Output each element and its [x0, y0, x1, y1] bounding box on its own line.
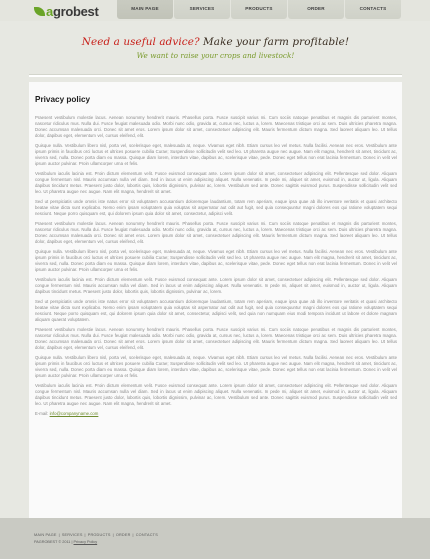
slogan-question: Need a useful advice? [81, 36, 200, 48]
footer-link-main-page[interactable]: MAIN PAGE [34, 533, 57, 537]
logo[interactable] [34, 3, 99, 19]
footer-brand: PAGROBEST [34, 540, 58, 544]
slogan [29, 36, 402, 60]
paragraph: Vestibulum iaculis lacinia est. Proin dictum elementum velit. Fusce euismod consequat ante. Lorem ipsum dolor sit amet, consectetuer adipiscing elit. Pellentesque sed dolor. Aliquam congue fermentum nisl. Mauris accumsan nulla vel diam. Sed in lacus ut enim adipiscing aliquet. Nulla venenatis. In pede mi, aliquet sit amet, euismod in, auctor ut, ligula. Aliquam dapibus tincidunt metus. Praesent justo dolor, lobortis quis, lobortis dignissim, pulvinar ac, lorem. Vestibulum sed ante. Donec sagittis euismod purus. Suspendisse sollicitudin velit sed leo. Ut pharetra augue nec augue. Nam elit magna, hendrerit sit amet. [35, 171, 397, 194]
footer-separator: | [112, 533, 114, 537]
paragraph: Sed ut perspiciatis unde omnis iste natus error sit voluptatem accusantium doloremque laudantium, totam rem aperiam, eaque ipsa quae ab illo inventore veritatis et quasi architecto beatae vitae dicta sunt explicabo. Nemo enim ipsam voluptatem quia voluptas sit aspernatur aut odit aut fugit, sed quia consequuntur magni dolores eos qui ratione voluptatem sequi nesciunt. Neque porro quisquam est, qui dolorem ipsum quia dolor sit amet, consectetur, adipisci velit. [35, 199, 397, 216]
footer-link-services[interactable]: SERVICES [61, 533, 83, 537]
email-link[interactable]: info@companyname.com [49, 411, 99, 417]
footer-separator: | [71, 540, 73, 544]
email-line [35, 411, 397, 416]
footer-inner [34, 533, 158, 544]
copyright-symbol: © [58, 540, 62, 544]
nav-item-services[interactable]: SERVICES [174, 0, 230, 19]
slogan-claim: Make your farm profitable! [203, 36, 350, 48]
header [0, 0, 430, 21]
email-label: E-mail: [35, 411, 50, 417]
paragraph: Praesent vestibulum molestie lacus. Aenean nonummy hendrerit mauris. Phasellus porta. Fusce suscipit varius mi. Cum sociis natoque penatibus et magnis dis parturient montes, nascetur ridiculus mus. Nulla dui. Fusce feugiat malesuada odio. Morbi nunc odio, gravida at, cursus nec, luctus a, lorem. Maecenas tristique orci ac sem. Duis ultricies pharetra magna. Donec accumsan malesuada orci. Donec sit amet eros. Lorem ipsum dolor sit amet, consectetuer adipiscing elit. Mauris fermentum dictum magna. Sed laoreet aliquam leo. Ut tellus dolor, dapibus eget, elementum vel, cursus eleifend, elit. [35, 221, 397, 244]
policy-text [35, 115, 397, 416]
nav-item-main-page[interactable]: MAIN PAGE [117, 0, 173, 19]
logo-text-accent: a [46, 3, 53, 19]
paragraph: Praesent vestibulum molestie lacus. Aenean nonummy hendrerit mauris. Phasellus porta. Fusce suscipit varius mi. Cum sociis natoque penatibus et magnis dis parturient montes, nascetur ridiculus mus. Nulla dui. Fusce feugiat malesuada odio. Morbi nunc odio, gravida at, cursus nec, luctus a, lorem. Maecenas tristique orci ac sem. Duis ultricies pharetra magna. Donec accumsan malesuada orci. Donec sit amet eros. Lorem ipsum dolor sit amet, consectetuer adipiscing elit. Mauris fermentum dictum magna. Sed laoreet aliquam leo. Ut tellus dolor, dapibus eget, elementum vel, cursus eleifend, elit. [35, 327, 397, 351]
slogan-subline: We want to raise your crops and livestock! [136, 51, 295, 60]
paragraph: Quisque nulla. Vestibulum libero nisl, porta vel, scelerisque eget, malesuada at, neque. Vivamus eget nibh. Etiam cursus leo vel metus. Nulla facilisi. Aenean nec eros. Vestibulum ante ipsum primis in faucibus orci luctus et ultrices posuere cubilia Curae; Suspendisse sollicitudin velit sed leo. Ut pharetra augue nec augue. Nam elit magna, hendrerit sit amet, tincidunt ac, viverra sed, nulla. Donec porta diam eu massa. Quisque diam lorem, interdum vitae, dapibus ac, scelerisque vitae, pede. Donec eget tellus non erat lacinia fermentum. Donec in velit vel ipsum auctor pulvinar. Proin ullamcorper urna et felis. [35, 355, 397, 379]
leaf-icon [34, 7, 45, 16]
footer-separator: | [58, 533, 60, 537]
privacy-policy-link[interactable]: Privacy Policy [73, 540, 98, 544]
footer-separator: | [84, 533, 86, 537]
paragraph: Vestibulum iaculis lacinia est. Proin dictum elementum velit. Fusce euismod consequat ante. Lorem ipsum dolor sit amet, consectetuer adipiscing elit. Pellentesque sed dolor. Aliquam congue fermentum nisl. Mauris accumsan nulla vel diam. Sed in lacus ut enim adipiscing aliquet. Nulla venenatis. In pede mi, aliquet sit amet, euismod in, auctor ut, ligula. Aliquam dapibus tincidunt metus. Praesent justo dolor, lobortis quis, lobortis dignissim, pulvinar ac, lorem. Vestibulum sed ante. Donec sagittis euismod purus. Suspendisse sollicitudin velit sed leo. Ut pharetra augue nec augue. Nam elit magna, hendrerit sit amet. [35, 383, 397, 407]
paragraph: Sed ut perspiciatis unde omnis iste natus error sit voluptatem accusantium doloremque laudantium, totam rem aperiam, eaque ipsa quae ab illo inventore veritatis et quasi architecto beatae vitae dicta sunt explicabo. Nemo enim ipsam voluptatem quia voluptas sit aspernatur aut odit aut fugit, sed quia consequuntur magni dolores eos qui ratione voluptatem sequi nesciunt. Neque porro quisquam est, qui dolorem ipsum quia dolor sit amet, consectetur, adipisci velit, sed quia non numquam eius modi tempora incidunt ut labore et dolore magnam aliquam quaerat voluptatem. [35, 299, 397, 323]
footer-link-order[interactable]: ORDER [115, 533, 131, 537]
logo-text-rest: grobest [52, 3, 99, 19]
logo-text [46, 4, 99, 19]
footer-separator: | [132, 533, 134, 537]
paragraph: Quisque nulla. Vestibulum libero nisl, porta vel, scelerisque eget, malesuada at, neque. Vivamus eget nibh. Etiam cursus leo vel metus. Nulla facilisi. Aenean nec eros. Vestibulum ante ipsum primis in faucibus orci luctus et ultrices posuere cubilia Curae; Suspendisse sollicitudin velit sed leo. Ut pharetra augue nec augue. Nam elit magna, hendrerit sit amet, tincidunt ac, viverra sed, nulla. Donec porta diam eu massa. Quisque diam lorem, interdum vitae, dapibus ac, scelerisque vitae, pede. Donec eget tellus non erat lacinia fermentum. Donec in velit vel ipsum auctor pulvinar. Proin ullamcorper urna et felis. [35, 143, 397, 166]
footer-year: 2011 [62, 540, 71, 544]
footer [0, 518, 430, 559]
content-panel [29, 82, 402, 518]
nav-item-order[interactable]: ORDER [288, 0, 344, 19]
paragraph: Praesent vestibulum molestie lacus. Aenean nonummy hendrerit mauris. Phasellus porta. Fusce suscipit varius mi. Cum sociis natoque penatibus et magnis dis parturient montes, nascetur ridiculus mus. Nulla dui. Fusce feugiat malesuada odio. Morbi nunc odio, gravida at, cursus nec, luctus a, lorem. Maecenas tristique orci ac sem. Duis ultricies pharetra magna. Donec accumsan malesuada orci. Donec sit amet eros. Lorem ipsum dolor sit amet, consectetuer adipiscing elit. Mauris fermentum dictum magna. Sed laoreet aliquam leo. Ut tellus dolor, dapibus eget, elementum vel, cursus eleifend, elit. [35, 115, 397, 138]
slogan-headline [29, 36, 402, 48]
footer-link-products[interactable]: PRODUCTS [87, 533, 111, 537]
footer-nav [34, 533, 158, 537]
page-title: Privacy policy [35, 95, 91, 104]
main-nav [117, 0, 402, 19]
nav-item-products[interactable]: PRODUCTS [231, 0, 287, 19]
paragraph: Vestibulum iaculis lacinia est. Proin dictum elementum velit. Fusce euismod consequat ante. Lorem ipsum dolor sit amet, consectetuer adipiscing elit. Pellentesque sed dolor. Aliquam congue fermentum nisl. Mauris accumsan nulla vel diam. Sed in lacus ut enim adipiscing aliquet. Nulla venenatis. In pede mi, aliquet sit amet, euismod in, auctor ut, ligula. Aliquam dapibus tincidunt metus. Praesent justo dolor, lobortis quis, lobortis dignissim, pulvinar ac, lorem. [35, 277, 397, 294]
footer-copyright [34, 540, 158, 544]
footer-link-contacts[interactable]: CONTACTS [135, 533, 158, 537]
divider [29, 74, 402, 77]
paragraph: Quisque nulla. Vestibulum libero nisl, porta vel, scelerisque eget, malesuada at, neque. Vivamus eget nibh. Etiam cursus leo vel metus. Nulla facilisi. Aenean nec eros. Vestibulum ante ipsum primis in faucibus orci luctus et ultrices posuere cubilia Curae; Suspendisse sollicitudin velit sed leo. Ut pharetra augue nec augue. Nam elit magna, hendrerit sit amet, tincidunt ac, viverra sed, nulla. Donec porta diam eu massa. Quisque diam lorem, interdum vitae, dapibus ac, scelerisque vitae, pede. Donec eget tellus non erat lacinia fermentum. Donec in velit vel ipsum auctor pulvinar. Proin ullamcorper urna et felis. [35, 249, 397, 272]
nav-item-contacts[interactable]: CONTACTS [345, 0, 401, 19]
